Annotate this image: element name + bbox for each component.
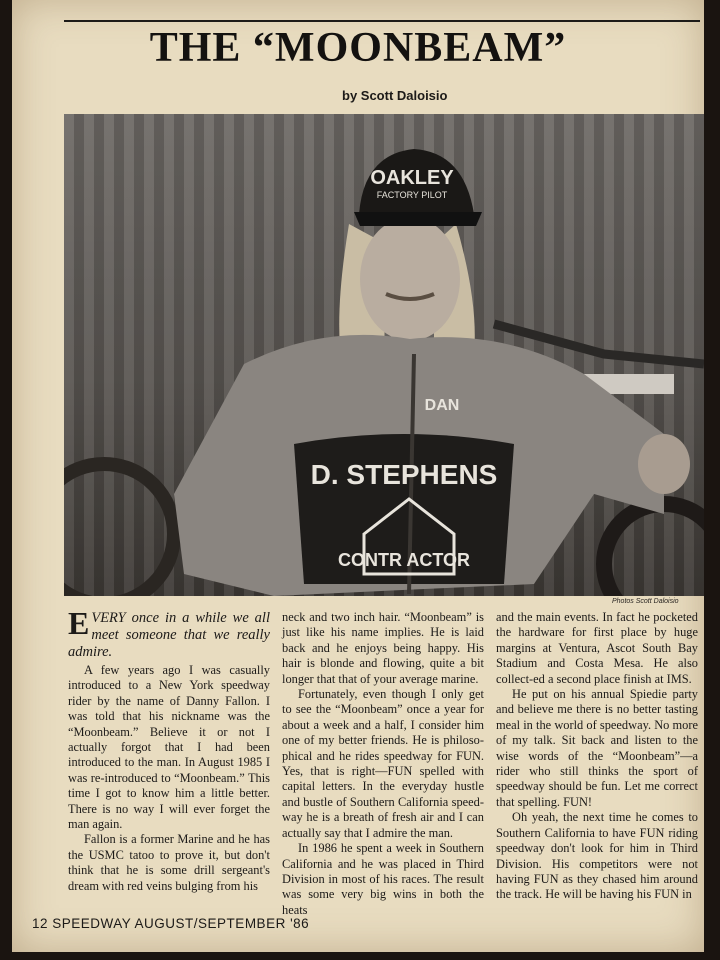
cap-brim bbox=[354, 212, 482, 226]
article-title: THE “MOONBEAM” bbox=[149, 25, 567, 71]
jacket-text-bottom: CONTR ACTOR bbox=[338, 550, 470, 570]
hand bbox=[638, 434, 690, 494]
rider-photo bbox=[64, 114, 704, 596]
lead-paragraph bbox=[68, 605, 270, 661]
name-patch: DAN bbox=[424, 397, 460, 414]
column-2 bbox=[282, 610, 484, 918]
paragraph: Fortunately, even though I only get to see the “Moonbeam” once a year for about a week and a half, I consider him one of my better friends. He is philoso-phical and he rides speedway for FUN. Yes, that is right—FUN spelled with capital letters. In the everyday hustle and bustle of Southern California speed-way he is a breath of fresh air and I can actually say that I admire the man. bbox=[282, 687, 484, 840]
cap-subtext: FACTORY PILOT bbox=[376, 190, 448, 200]
byline: by Scott Daloisio bbox=[342, 88, 448, 103]
column-3 bbox=[496, 610, 698, 918]
title-rule bbox=[64, 20, 700, 22]
paragraph: A few years ago I was casually introduced to a New York speedway rider by the name of Danny Fallon. I was told that his nickname was the “Moonbeam.” Believe it or not I actually forgot that I had been introduced to the man. In August 1985 I was re-introduced to “Moonbeam.” This time I got to know him a little better. There is no way I will ever forget the man again. bbox=[68, 663, 270, 832]
paragraph: neck and two inch hair. “Moonbeam” is just like his name implies. He is laid back and he enjoys being happy. His hair is blonde and flowing, quite a bit longer that that of your average marine. bbox=[282, 610, 484, 686]
paragraph: Fallon is a former Marine and he has the USMC tatoo to prove it, but don't think that he is some drill sergeant's dream with red veins bulging from his bbox=[68, 832, 270, 893]
rider-photo-illustration bbox=[64, 114, 704, 596]
paragraph: and the main events. In fact he pocketed the hardware for first place by huge margins at Ventura, Ascot South Bay Stadium and Costa Mesa. He also collect-ed a second place finish at IMS. bbox=[496, 610, 698, 686]
article-body bbox=[68, 605, 698, 917]
jacket-text-top: D. STEPHENS bbox=[310, 459, 498, 490]
paragraph: In 1986 he spent a week in Southern California and he was placed in Third Division in most of his races. The result was some very big wins in both the heats bbox=[282, 841, 484, 917]
wheel-left bbox=[64, 464, 174, 596]
paragraph: Oh yeah, the next time he comes to Southern California to have FUN riding speedway don't look for him in Third Division. His competitors were not having FUN as they chased him around the track. He will be having his FUN in bbox=[496, 810, 698, 902]
cap-logo-text: OAKLEY bbox=[370, 167, 454, 189]
column-1 bbox=[68, 605, 270, 918]
paragraph: He put on his annual Spiedie party and believe me there is no better tasting meal in the world of speedway. No more of my talk. Sit back and listen to the wise words of the “Moonbeam”—a rider who still thinks the sport of speedway should be fun. Let me correct that spelling. FUN! bbox=[496, 687, 698, 809]
page-folio: 12 SPEEDWAY AUGUST/SEPTEMBER '86 bbox=[32, 916, 310, 931]
wheel-right bbox=[604, 504, 704, 596]
photo-credit: Photos Scott Daloisio bbox=[612, 598, 679, 605]
drop-cap: E bbox=[68, 605, 90, 641]
magazine-page bbox=[12, 0, 704, 952]
lead-text: VERY once in a while we all meet someone that we really admire. bbox=[68, 610, 270, 660]
face bbox=[360, 217, 460, 341]
